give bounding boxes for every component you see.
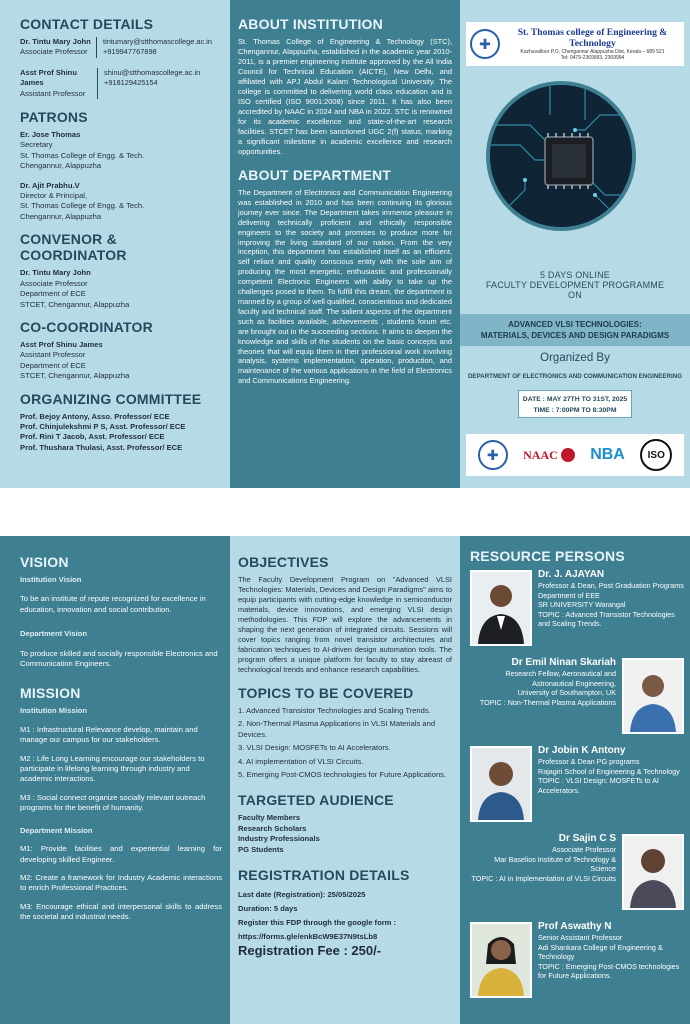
person-line: TOPIC : Non-Thermal Plasma Applications [479,697,616,707]
cocoordinator-line: STCET, Chengannur, Alappuzha [20,371,130,381]
contact-phone: +919947767898 [103,47,157,56]
person-line: TOPIC : Advanced Transistor Technologies and Scaling Trends. [538,609,675,629]
committee-member: Prof. Chinjulekshmi P S, Asst. Professor/ ECE [20,421,186,431]
college-logo-icon: ✚ [470,29,500,59]
convenor-heading: CONVENOR & COORDINATOR [20,231,127,264]
person-name: Prof Aswathy N [538,921,612,932]
mission-item: M2: Create a framework for Industry Academic interactions to enrich Professional Practices. [20,872,222,893]
cocoordinator-line: Department of ECE [20,360,86,370]
topic-band [460,314,690,346]
about-panel [230,0,460,488]
person-line: Professor & Dean, Post Graduation Programs [538,581,684,591]
audience-item: Research Scholars [238,823,307,833]
contact-phone: +918129425154 [104,77,158,87]
date-box [518,390,632,418]
committee-heading: ORGANIZING COMMITTEE [20,390,202,407]
committee-list [20,412,212,454]
mission-item: M1: Provide facilities and experiential learning for developing skilled Engineer. [20,844,222,864]
patron-line: Chengannur, Alappuzha [20,161,102,171]
resource-panel [460,536,690,1024]
resource-heading: RESOURCE PERSONS [470,548,625,564]
person-photo [470,570,532,646]
topic-item: 4. AI implementation of VLSI Circuits. [238,756,364,766]
convenor-line: Associate Professor [20,278,88,288]
last-date: Last date (Registration): 25/05/2025 [238,890,366,900]
person-line: Mar Baselios Institute of Technology & Science [494,854,616,874]
dept-vision-label: Department Vision [20,629,87,639]
patron-line: St. Thomas College of Engg. & Tech. [20,150,145,160]
person-line: Professor & Dean PG programs [538,757,640,767]
cocoordinator-entry [20,340,212,382]
committee-member: Prof. Bejoy Antony, Asso. Professor/ ECE [20,411,170,421]
person-line: Department of EEE [538,590,600,600]
objectives-heading: OBJECTIVES [238,554,329,570]
event-time: TIME : 7:00PM TO 8:30PM [533,407,617,414]
mission-item: M2 : Life Long Learning encourage our stakeholders to participate in lifelong learning through industry and academic interactions. [20,753,205,784]
person-line: Associate Professor [552,845,616,855]
person-name: Dr Jobin K Antony [538,745,626,756]
contact-panel [0,0,230,488]
convenor-entry [20,268,212,310]
topic-item: 2. Non-Thermal Plasma Applications in VLSI Materials and Devices. [238,719,436,739]
patron-line: St. Thomas College of Engg. & Tech. [20,201,145,211]
registration-details [238,888,452,958]
topics-heading: TOPICS TO BE COVERED [238,685,414,701]
mission-item: M3 : Social connect organize socially relevant outreach programs for the benefit of humanity. [20,792,206,813]
resource-person [470,570,684,646]
resource-person [470,746,684,822]
topics-list [238,706,452,780]
objectives-panel [230,536,460,1024]
person-line: Research Fellow, Aeronautical and Astronautical Engineering, [505,669,616,688]
patron-name: Dr. Ajit Prabhu.V [20,180,80,190]
about-department-text: The Department of Electronics and Communication Engineering was established in 2010 and has been continuing its glorious journey ever since. The Department takes immense pleasure in delivering technically proficient and ethically responsible engineers to the society and promises to produce more for improving the living standard of our nation. From the very inception, this department has established itself as an efficient, self reliant and quality conscious entity with the sole aim of producing the most energetic, enthusiastic and professionally competent Electronic Engineers with ability to take up the challenges posed to them. To fulfill this dream, the department is manned by a group of well qualified, conscientious and dedicated faculty and technical staff. The salient aspects of the department such as facilities available, achievements , students forum etc. are brought out in the succeeding sections. It aims to deepen the knowledge and skills of the students on the basic concepts and theories that will equip them in their professional work involving analysis, systems implementation, operation, production, and maintenance of the various applications in the field of Electronics and Communications Engineering. [238,188,452,386]
patron-line: Chengannur, Alappuzha [20,211,102,221]
about-institution-heading: ABOUT INSTITUTION [238,16,383,32]
college-tel: Tel: 0479-2369993, 2369994 [560,55,625,61]
person-line: Adi Shankara College of Engineering & Technology [538,942,663,962]
cocoordinator-name: Asst Prof Shinu James [20,339,103,349]
page-gap [0,488,690,536]
objectives-text: The Faculty Development Program on "Advanced VLSI Technologies: Materials, Devices and Design Paradigms" aims to equip participants with cutting-edge knowledge in semiconductor materials, device innovations, and emerging VLSI design methodologies. This FDP will explore the advancements in shaping the next generation of integrated circuits. Sessions will cover topics ranging from novel transistor architectures and fabrication techniques to AI-driven design automation tools. The program offers a unique platform for faculty to stay abreast of technological trends and enhance research capabilities. [238,575,452,674]
resource-person [470,658,684,734]
cover-panel [460,0,690,488]
register-instruction: Register this FDP through the google form : [238,918,397,928]
mission-item: M3: Encourage ethical and interpersonal skills to address the societal and industrial needs. [20,901,222,922]
contact-email[interactable]: shinu@stthomascollege.ac.in [104,67,201,77]
vision-mission-panel [0,536,230,1024]
inst-vision-text: To be an institute of repute recognized for excellence in education, innovation and social contribution. [20,594,206,614]
registration-link[interactable]: https://forms.gle/enkBcW9E37N9tsLb8 [238,932,378,942]
contact-name: Asst Prof Shinu James [20,67,77,88]
college-address: Kozhuvalloor P.O, Chengannur Alappuzha Dist, Kerala – 689 521 [520,48,665,55]
contact-name: Dr. Tintu Mary John [20,37,91,46]
resource-person [470,834,684,910]
person-line: TOPIC : VLSI Design: MOSFETs to AI Accelerators. [538,776,659,795]
registration-heading: REGISTRATION DETAILS [238,867,410,884]
topic-line: ADVANCED VLSI TECHNOLOGIES: [508,320,642,329]
contact-role: Assistant Professor [20,88,86,98]
contact-role: Associate Professor [20,47,88,57]
person-photo [470,922,532,998]
person-line: Rajagiri School of Engineering & Technology [538,766,680,776]
iso-logo: ISO [640,439,672,471]
person-line: University of Southampton, UK [517,688,616,698]
naac-logo: NAAC [523,448,575,463]
person-line: Senior Assistant Professor [538,933,623,943]
person-photo [622,658,684,734]
audience-heading: TARGETED AUDIENCE [238,792,394,809]
fdp-title [460,270,690,300]
person-photo [470,746,532,822]
organized-by: Organized By [540,352,610,364]
person-line: SR UNIVERSITY Warangal [538,600,626,610]
person-line: TOPIC : Emerging Post-CMOS technologies for Future Applications. [538,961,680,981]
contact-heading: CONTACT DETAILS [20,16,154,32]
inst-mission-label: Institution Mission [20,706,88,716]
patron-line: Director & Principal, [20,191,88,201]
inst-vision-label: Institution Vision [20,575,82,584]
mission-item: M1 : Infrastructural Relevance develop, maintain and manage our campus for our stakeholders. [20,724,198,745]
person-photo [622,834,684,910]
person-name: Dr Emil Ninan Skariah [511,657,616,668]
contact-row [20,37,212,58]
about-institution-text: St. Thomas College of Engineering & Technology (STC), Chengannur, Alappuzha, established in the academic year 2010-2011, is a premier engineering institute approved by the All India Council for Technical Education (AICTE), New Delhi, and affiliated with APJ Abdul Kalam Technological University. The college is committed to delivering world class education and is ISO certified (ISO 9001:2008) since 2011. It has also been accredited by NAAC in 2024 and NBA in 2022. STC is renowned for its academic excellence and state-of-the-art research facilities. STCET has been sanctioned UGC 2(f) status, marking a significant milestone in academic excellence and research opportunities. [238,37,452,156]
patrons-heading: PATRONS [20,109,88,126]
fdp-line: FACULTY DEVELOPMENT PROGRAMME [485,280,665,290]
registration-fee: Registration Fee : 250/- [238,943,382,959]
person-name: Dr Sajin C S [558,833,616,844]
cocoordinator-heading: CO-COORDINATOR [20,318,153,335]
convenor-line: Department of ECE [20,289,86,299]
contact-row [20,68,212,99]
topic-item: 5. Emerging Post-CMOS technologies for Future Applications. [238,770,447,780]
convenor-line: STCET, Chengannur, Alappuzha [20,299,130,309]
person-line: TOPIC : AI in Implementation of VLSI Circuits [471,873,616,883]
topic-item: 3. VLSI Design: MOSFETs to AI Accelerators. [238,743,391,753]
about-department-heading: ABOUT DEPARTMENT [238,167,392,183]
organizing-dept: DEPARTMENT OF ELECTRONICS AND COMMUNICATION ENGINEERING [467,373,683,380]
audience-item: PG Students [238,844,284,854]
duration: Duration: 5 days [238,904,298,914]
resource-person [470,922,684,998]
audience-item: Faculty Members [238,813,301,823]
patron-entry [20,130,212,172]
dept-mission-label: Department Mission [20,825,93,835]
nba-logo: NBA [590,446,625,463]
topic-line: MATERIALS, DEVICES AND DESIGN PARADIGMS [480,331,670,340]
patron-line: Secretary [20,140,53,150]
dept-vision-text: To produce skilled and socially responsible Electronics and Communication Engineers. [20,648,218,669]
vision-heading: VISION [20,554,69,570]
committee-member: Prof. Rini T Jacob, Asst. Professor/ ECE [20,432,165,442]
college-name: St. Thomas college of Engineering & Technology [517,26,668,49]
contact-email[interactable]: tintumary@stthomascollege.ac.in [103,37,212,46]
person-name: Dr. J. AJAYAN [538,569,605,580]
audience-list [238,813,452,855]
audience-item: Industry Professionals [238,834,320,844]
college-logo-icon: ✚ [478,440,508,470]
mission-heading: MISSION [20,685,81,702]
event-date: DATE : MAY 27TH TO 31ST, 2025 [522,396,628,403]
fdp-line: ON [568,290,582,300]
accreditation-logos [466,434,684,476]
patron-name: Er. Jose Thomas [20,130,81,140]
chip-image [486,81,636,231]
patron-entry [20,181,212,223]
fdp-line: 5 DAYS ONLINE [540,270,610,280]
cocoordinator-line: Assistant Professor [20,350,86,360]
committee-member: Prof. Thushara Thulasi, Asst. Professor/ ECE [20,442,183,452]
convenor-name: Dr. Tintu Mary John [20,268,91,278]
circuit-illustration [490,85,636,231]
topic-item: 1. Advanced Transistor Technologies and Scaling Trends. [238,706,431,715]
college-header [466,22,684,66]
